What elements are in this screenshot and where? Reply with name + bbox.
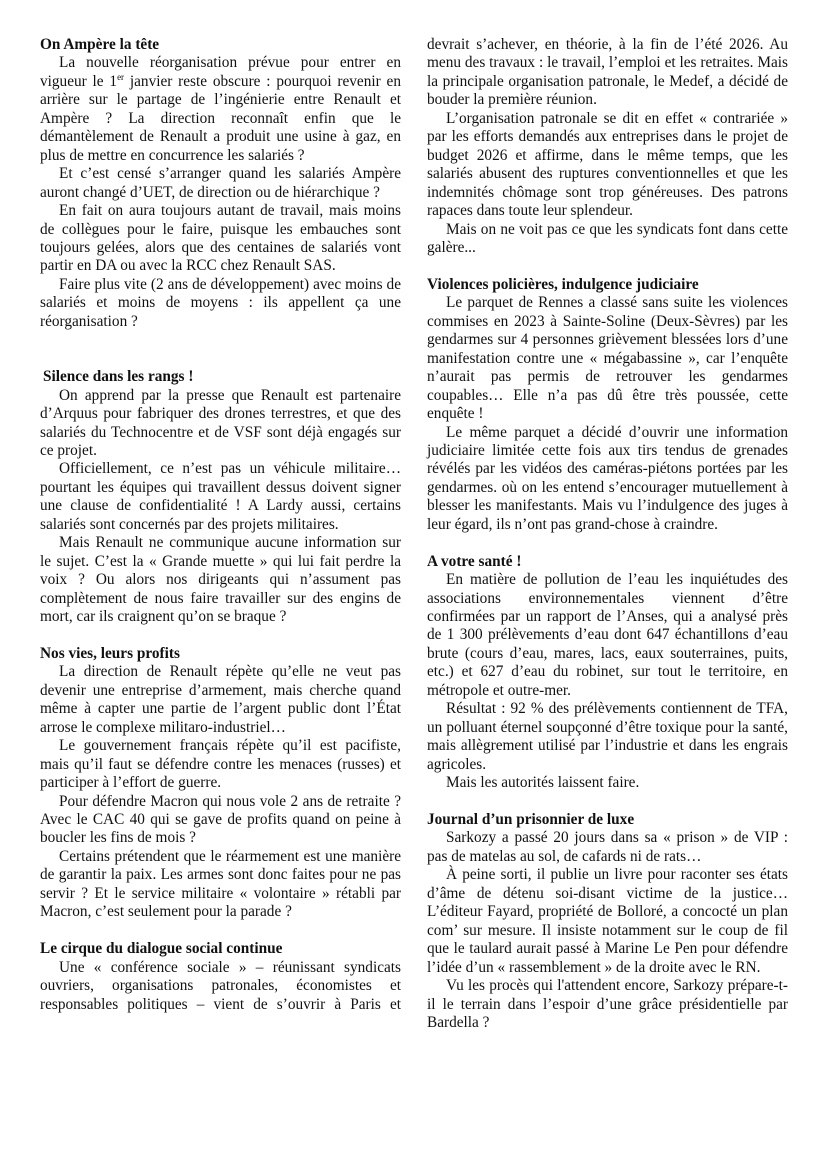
article-paragraph: Résultat : 92 % des prélèvements contiennent de TFA, un polluant éternel soupçonné d’être toxique pour la santé, mais allègrement utilisé par l’industrie et dans les engrais agricoles. — [427, 700, 788, 773]
article-paragraph: Et c’est censé s’arranger quand les salariés Ampère auront changé d’UET, de direction ou de hiérarchique ? — [40, 165, 401, 201]
article-paragraph: En fait on aura toujours autant de travail, mais moins de collègues pour le faire, puisque les embauches sont toujours gelées, alors que des centaines de salariés vont partir en DA ou avec la RCC chez Renault SAS. — [40, 202, 401, 275]
article-title: Nos vies, leurs profits — [40, 644, 180, 662]
article-paragraph: Mais on ne voit pas ce que les syndicats font dans cette galère... — [427, 220, 788, 256]
article-paragraph: Le gouvernement français répète qu’il est pacifiste, mais qu’il faut se défendre contre les menaces (russes) et participer à l’effort de guerre. — [40, 737, 401, 792]
article-nos-vies-leurs-profits — [40, 645, 401, 922]
article-title: Silence dans les rangs ! — [43, 368, 194, 386]
article-paragraph: En matière de pollution de l’eau les inquiétudes des associations environnementales viennent d’être confirmées par un rapport de l’Anses, qui a analysé près de 1 300 prélèvements d’eau dont 647 échantillons d’eau brute (cours d’eau, mares, lacs, eaux souterraines, puits, etc.) et 627 d’eau du robinet, sur tout le territoire, en métropole et outre-mer. — [427, 571, 788, 699]
article-journal-d-un-prisonnier-de-luxe — [427, 811, 788, 1032]
article-paragraph: Mais Renault ne communique aucune information sur le sujet. C’est la « Grande muette » qui lui fait perdre la voix ? Ou alors nos dirigeants qui n’assument pas complètement de nous faire travailler sur des engins de mort, car ils craignent qu’on se braque ? — [40, 534, 401, 626]
article-violences-policieres — [427, 276, 788, 534]
left-column — [40, 36, 401, 1032]
article-paragraph: Officiellement, ce n’est pas un véhicule militaire… pourtant les équipes qui travaillent dessus doivent signer une clause de confidentialité ! A Lardy aussi, certains salariés sont concernés par des projets militaires. — [40, 460, 401, 533]
article-paragraph: Vu les procès qui l'attendent encore, Sarkozy prépare-t-il le terrain dans l’espoir d’une grâce présidentielle par Bardella ? — [427, 977, 788, 1031]
article-paragraph: À peine sorti, il publie un livre pour raconter ses états d’âme de détenu soi-disant victime de la justice… L’éditeur Fayard, propriété de Bolloré, a concocté un plan com’ sur mesure. Il insiste notamment sur le coup de fil que le taulard aurait passé à Marine Le Pen pour défendre l’idée d’un « rassemblement » de la droite avec le RN. — [427, 866, 788, 976]
article-title: Journal d’un prisonnier de luxe — [427, 810, 635, 828]
article-paragraph: Le parquet de Rennes a classé sans suite les violences commises en 2023 à Sainte-Soline (Deux-Sèvres) par les gendarmes sur 4 personnes grièvement blessées lors d’une manifestation contre une « mégabassine », car l’enquête n’aurait pas permis de retrouver les gendarmes coupables… Elle n’a pas dû être très poussée, cette enquête ! — [427, 294, 788, 423]
article-paragraph: Certains prétendent que le réarmement est une manière de garantir la paix. Les armes sont donc faites pour ne pas servir ? Et le service militaire « volontaire » rétabli par Macron, c’est seulement pour la parade ? — [40, 847, 401, 921]
article-silence-dans-les-rangs — [40, 368, 401, 626]
article-title: Violences policières, indulgence judiciaire — [427, 275, 699, 293]
article-paragraph: Faire plus vite (2 ans de développement) avec moins de salariés et moins de moyens : ils appellent ça une réorganisation ? — [40, 275, 401, 330]
article-title: Le cirque du dialogue social continue — [40, 940, 283, 958]
article-paragraph: Le même parquet a décidé d’ouvrir une information judiciaire limitée cette fois aux tirs tendus de grenades révélés par les vidéos des caméras-piétons portées par les gendarmes. où on les entend s’encourager mutuellement à blesser les manifestants. Mais vu l’indulgence des juges à leur égard, ils n’ont pas grand-chose à craindre. — [427, 423, 788, 533]
article-a-votre-sante — [427, 553, 788, 793]
article-paragraph: Mais les autorités laissent faire. — [446, 774, 640, 792]
article-on-ampere-la-tete — [40, 36, 401, 331]
article-title: On Ampère la tête — [40, 36, 160, 53]
article-paragraph: devrait s’achever, en théorie, à la fin de l’été 2026. Au menu des travaux : le travail, l’emploi et les retraites. Mais la principale organisation patronale, le Medef, a décidé de bouder la première réunion. — [427, 36, 788, 109]
article-paragraph: L’organisation patronale se dit en effet « contrariée » par les efforts demandés aux entreprises dans le projet de budget 2026 et affirme, dans le même temps, que les salariés abusent des ruptures conventionnelles et que les indemnités chômage sont trop généreuses. Des patrons rapaces dans toute leur splendeur. — [427, 109, 788, 220]
article-le-cirque-du-dialogue-social — [40, 940, 401, 1014]
article-paragraph: La nouvelle réorganisation prévue pour entrer en vigueur le 1er janvier reste obscure : pourquoi revenir en arrière sur le partage de l’ingénierie entre Renault et Ampère ? La direction reconnaît enfin que le démantèlement de Renault a produit une usine à gaz, en plus de mettre en concurrence les salariés ? — [40, 54, 401, 164]
right-column — [427, 36, 788, 1032]
article-le-cirque-du-dialogue-social-continued — [427, 36, 788, 257]
newsletter-page — [40, 36, 788, 1032]
article-paragraph: La direction de Renault répète qu’elle ne veut pas devenir une entreprise d’armement, mais cherche quand même à capter une partie de l’argent public dont l’État arrose le complexe militaro-industriel… — [40, 663, 401, 736]
article-paragraph: Pour défendre Macron qui nous vole 2 ans de retraite ? Avec le CAC 40 qui se gave de profits quand on peine à boucler les fins de mois ? — [40, 792, 401, 847]
article-paragraph: Sarkozy a passé 20 jours dans sa « prison » de VIP : pas de matelas au sol, de cafards ni de rats… — [427, 829, 788, 865]
article-paragraph: On apprend par la presse que Renault est partenaire d’Arquus pour fabriquer des drones terrestres, et que des salariés du Technocentre et de VSF sont déjà engagés sur ce projet. — [40, 386, 401, 459]
article-title: A votre santé ! — [427, 552, 522, 570]
article-paragraph: Une « conférence sociale » – réunissant syndicats ouvriers, organisations patronales, économistes et responsables politiques – vient de s’ouvrir à Paris et — [40, 958, 401, 1013]
